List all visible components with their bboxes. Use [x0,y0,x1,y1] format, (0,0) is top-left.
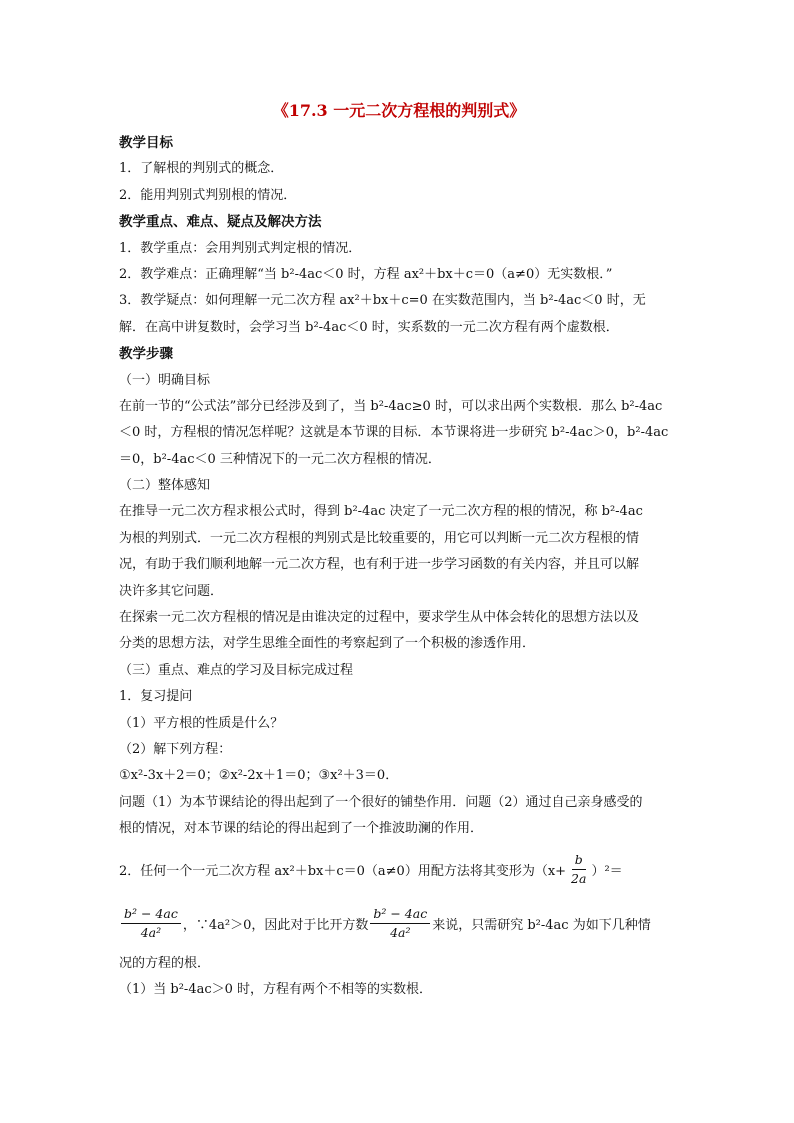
fraction-numerator: b [572,852,586,870]
review-question-2: （2）解下列方程： [119,741,232,757]
paragraph-explore-line-2: 分类的思想方法，对学生思维全面性的考察起到了一个积极的渗透作用． [119,636,536,652]
subheading-learning-process: （三）重点、难点的学习及目标完成过程 [119,662,354,678]
paragraph-perception-line-2: 为根的判别式．一元二次方程根的判别式是比较重要的，用它可以判断一元二次方程根的情 [119,530,640,546]
paragraph-perception-line-3: 况，有助于我们顺利地解一元二次方程，也有利于进一步学习函数的有关内容，并且可以解 [119,557,640,573]
paragraph-goals-line-3: ＝0，b²-4ac＜0 三种情况下的一元二次方程根的情况． [119,451,441,467]
step2-text-d: 来说，只需研究 b²-4ac 为如下几种情 [432,918,651,934]
paragraph-goals-line-1: 在前一节的“公式法”部分已经涉及到了，当 b²-4ac≥0 时，可以求出两个实数根．那么 b²-4ac [119,398,663,414]
heading-teaching-steps: 教学步骤 [119,346,173,363]
difficult-point: 2．教学难点：正确理解“当 b²-4ac＜0 时，方程 ax²＋bx＋c＝0（a≠0）无实数根．” [119,266,613,282]
doubt-point-line-1: 3．教学疑点：如何理解一元二次方程 ax²＋bx＋c=0 在实数范围内，当 b²-4ac＜0 时，无 [119,293,646,309]
heading-key-points: 教学重点、难点、疑点及解决方法 [119,214,322,231]
step2-text-a: 2．任何一个一元二次方程 ax²＋bx＋c＝0（a≠0）用配方法将其变形为（x+ [119,864,567,880]
review-question-1: （1）平方根的性质是什么？ [119,715,284,731]
fraction-denominator: 4a² [390,925,411,941]
fraction-b-over-2a [568,852,589,887]
case-1: （1）当 b²-4ac＞0 时，方程有两个不相等的实数根． [119,981,433,997]
step2-line-3: 况的方程的根． [119,955,211,971]
fraction-radicand [370,906,430,941]
fraction-discriminant-over-4a2 [121,906,181,941]
equations-list: ①x²-3x＋2＝0；②x²-2x＋1＝0；③x²＋3＝0． [119,768,399,784]
step2-text-b: ）²＝ [591,864,623,880]
step2-line-1 [119,843,679,897]
document-page [119,98,679,1003]
fraction-denominator: 4a² [140,925,162,941]
heading-teaching-goals: 教学目标 [119,135,173,151]
goal-2: 2．能用判别式判别根的情况． [119,187,297,203]
paragraph-questions-line-1: 问题（1）为本节课结论的得出起到了一个很好的铺垫作用．问题（2）通过自己亲身感受的 [119,794,643,810]
paragraph-perception-line-4: 决许多其它问题． [119,583,224,599]
fraction-numerator: b² − 4ac [121,906,181,924]
review-questions-heading: 1．复习提问 [119,689,193,705]
fraction-numerator: b² − 4ac [370,906,430,924]
key-point: 1．教学重点：会用判别式判定根的情况． [119,240,362,256]
paragraph-questions-line-2: 根的情况，对本节课的结论的得出起到了一个推波助澜的作用． [119,821,484,837]
document-title: 《17.3 一元二次方程根的判别式》 [272,101,526,120]
goal-1: 1．了解根的判别式的概念． [119,161,284,177]
paragraph-goals-line-2: ＜0 时，方程根的情况怎样呢？这就是本节课的目标．本节课将进一步研究 b²-4ac＞0，b²-4ac [119,425,669,441]
doubt-point-line-2: 解．在高中讲复数时，会学习当 b²-4ac＜0 时，实系数的一元二次方程有两个虚数根． [119,319,619,335]
subheading-clear-goals: （一）明确目标 [119,372,211,388]
fraction-denominator: 2a [571,871,587,887]
step2-line-2 [119,897,679,951]
subheading-overall-perception: （二）整体感知 [119,478,211,494]
paragraph-explore-line-1: 在探索一元二次方程根的情况是由谁决定的过程中，要求学生从中体会转化的思想方法以及 [119,610,640,626]
step2-text-c: ，∵4a²＞0，因此对于比开方数 [182,918,369,934]
paragraph-perception-line-1: 在推导一元二次方程求根公式时，得到 b²-4ac 决定了一元二次方程的根的情况，称 b²-4ac [119,504,643,520]
